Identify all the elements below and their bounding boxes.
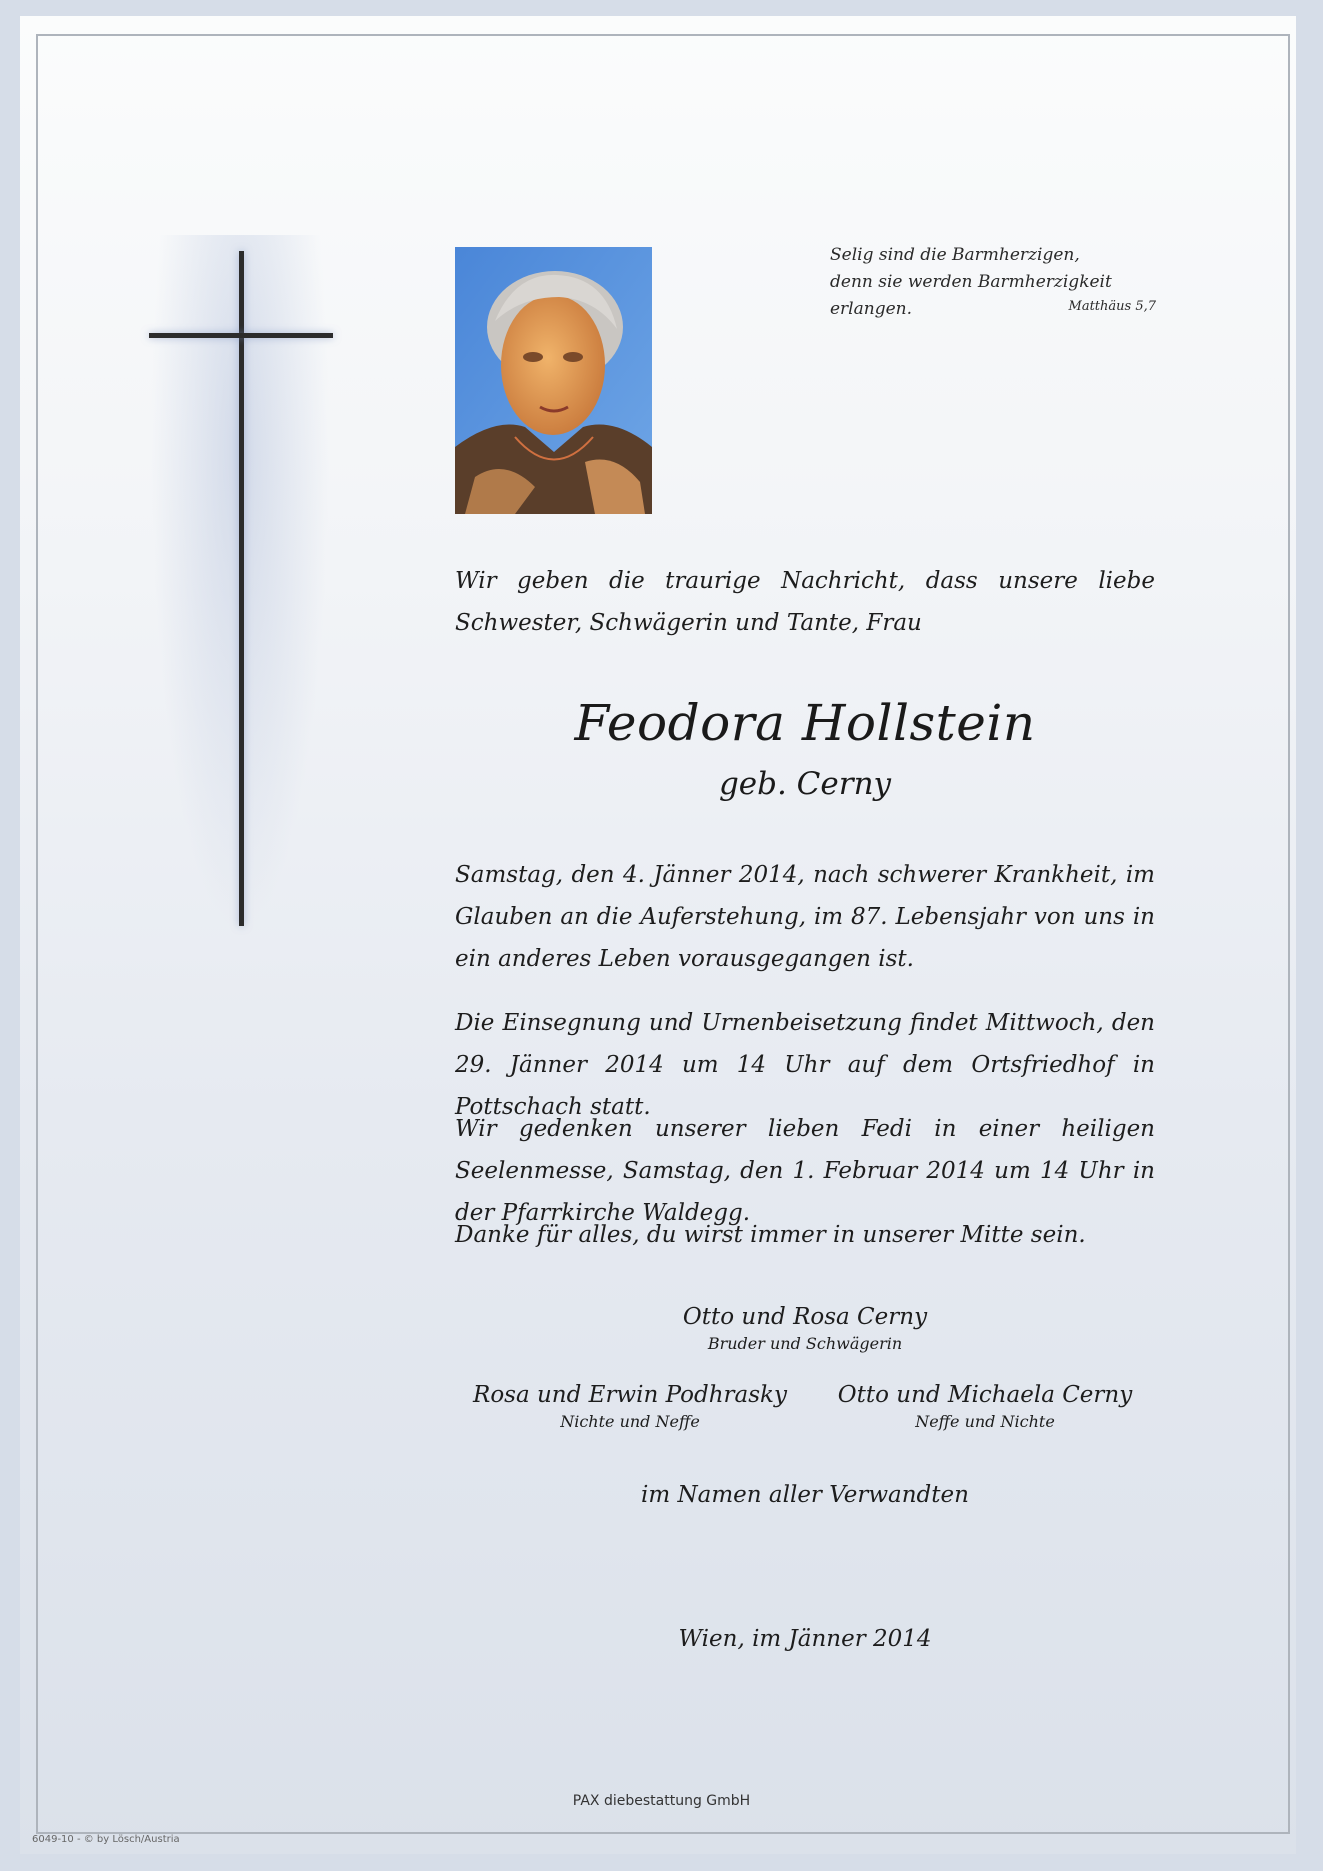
quote-line-1: Selig sind die Barmherzigen, bbox=[830, 245, 1080, 265]
undertaker: PAX diebestattung GmbH bbox=[572, 1793, 751, 1809]
on-behalf-text: im Namen aller Verwandten bbox=[641, 1482, 969, 1508]
on-behalf bbox=[605, 1480, 1005, 1510]
cross-horizontal-beam bbox=[149, 333, 333, 338]
funeral-paragraph: Die Einsegnung und Urnenbeisetzung findet Mittwoch, den 29. Jänner 2014 um 14 Uhr auf dem Ortsfriedhof in Pottschach statt. bbox=[455, 1010, 1155, 1120]
mourner-name: Otto und Michaela Cerny bbox=[837, 1382, 1133, 1408]
mourner-1 bbox=[605, 1302, 1005, 1356]
death-paragraph: Samstag, den 4. Jänner 2014, nach schwerer Krankheit, im Glauben an die Auferstehung, im 87. Lebensjahr von uns in ein anderes Leben vorausgegangen ist. bbox=[455, 862, 1155, 972]
deceased-name: Feodora Hollstein bbox=[574, 694, 1036, 752]
intro-text: Wir geben die traurige Nachricht, dass unsere liebe Schwester, Schwägerin und Tante, Frau bbox=[455, 568, 1155, 636]
print-code: 6049-10 - © by Lösch/Austria bbox=[32, 1834, 180, 1845]
mourner-relation: Bruder und Schwägerin bbox=[707, 1334, 903, 1353]
maiden-name: geb. Cerny bbox=[718, 766, 892, 802]
thanks-paragraph: Danke für alles, du wirst immer in unserer Mitte sein. bbox=[455, 1222, 1086, 1248]
mass-paragraph: Wir gedenken unserer lieben Fedi in einer heiligen Seelenmesse, Samstag, den 1. Februar 2014 um 14 Uhr in der Pfarrkirche Waldegg. bbox=[455, 1116, 1155, 1226]
place-date-text: Wien, im Jänner 2014 bbox=[678, 1626, 932, 1652]
portrait-photo bbox=[455, 247, 652, 514]
quote-line-2: denn sie werden Barmherzigkeit erlangen. bbox=[830, 272, 1112, 319]
mourner-name: Rosa und Erwin Podhrasky bbox=[473, 1382, 787, 1408]
mourner-2 bbox=[455, 1380, 805, 1434]
mourner-name: Otto und Rosa Cerny bbox=[682, 1304, 928, 1330]
mourner-3 bbox=[810, 1380, 1160, 1434]
place-date bbox=[605, 1624, 1005, 1654]
quote-reference: Matthäus 5,7 bbox=[1068, 299, 1156, 314]
mourner-relation: Neffe und Nichte bbox=[915, 1412, 1055, 1431]
mourner-relation: Nichte und Neffe bbox=[560, 1412, 700, 1431]
cross-vertical-beam bbox=[239, 251, 244, 926]
